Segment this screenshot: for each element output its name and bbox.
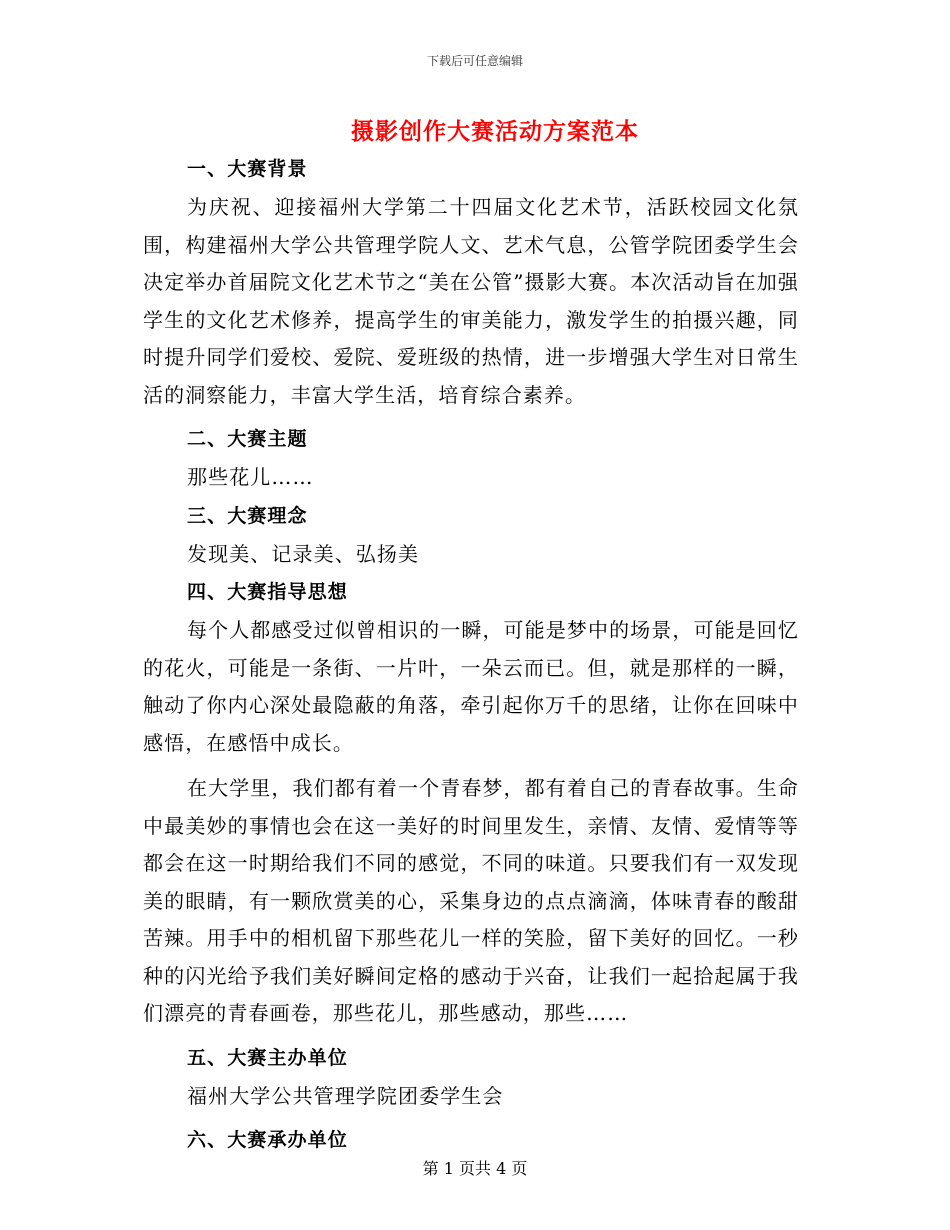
section-background-paragraph: 为庆祝、迎接福州大学第二十四届文化艺术节，活跃校园文化氛围，构建福州大学公共管理学院人文、艺术气息，公管学院团委学生会决定举办首届院文化艺术节之“美在公管”摄影大赛。本次活动旨在加强学生的文化艺术修养，提高学生的审美能力，激发学生的拍摄兴趣，同时提升同学们爱校、爱院、爱班级的热情，进一步增强大学生对日常生活的洞察能力，丰富大学生活，培育综合素养。 (143, 195, 799, 407)
section-heading-background: 一、大赛背景 (187, 158, 308, 180)
section-organizer-paragraph: 福州大学公共管理学院团委学生会 (187, 1083, 504, 1108)
page-header-note: 下载后可任意编辑 (426, 54, 523, 68)
section-concept-paragraph: 发现美、记录美、弘扬美 (187, 541, 420, 566)
page-footer: 第 1 页共 4 页 (422, 1159, 528, 1178)
document-body (143, 150, 799, 1160)
section-guiding-idea-paragraph-2: 在大学里，我们都有着一个青春梦，都有着自己的青春故事。生命中最美妙的事情也会在这一美好的时间里发生，亲情、友情、爱情等等都会在这一时期给我们不同的感觉，不同的味道。只要我们有一双发现美的眼睛，有一颗欣赏美的心，采集身边的点点滴滴，体味青春的酸甜苦辣。用手中的相机留下那些花儿一样的笑脸，留下美好的回忆。一秒种的闪光给予我们美好瞬间定格的感动于兴奋，让我们一起拾起属于我们漂亮的青春画卷，那些花儿，那些感动，那些…… (143, 776, 799, 1025)
document-title: 摄影创作大赛活动方案范本 (351, 118, 639, 145)
section-heading-concept: 三、大赛理念 (187, 504, 308, 527)
section-heading-host: 六、大赛承办单位 (187, 1129, 348, 1151)
section-heading-theme: 二、大赛主题 (187, 428, 308, 450)
section-heading-guiding-idea: 四、大赛指导思想 (187, 581, 348, 603)
section-theme-paragraph: 那些花儿…… (187, 465, 314, 489)
section-heading-organizer: 五、大赛主办单位 (187, 1046, 348, 1069)
section-guiding-idea-paragraph-1: 每个人都感受过似曾相识的一瞬，可能是梦中的场景，可能是回忆的花火，可能是一条街、一片叶，一朵云而已。但，就是那样的一瞬，触动了你内心深处最隐蔽的角落，牵引起你万千的思绪，让你在回味中感悟，在感悟中成长。 (143, 618, 799, 755)
